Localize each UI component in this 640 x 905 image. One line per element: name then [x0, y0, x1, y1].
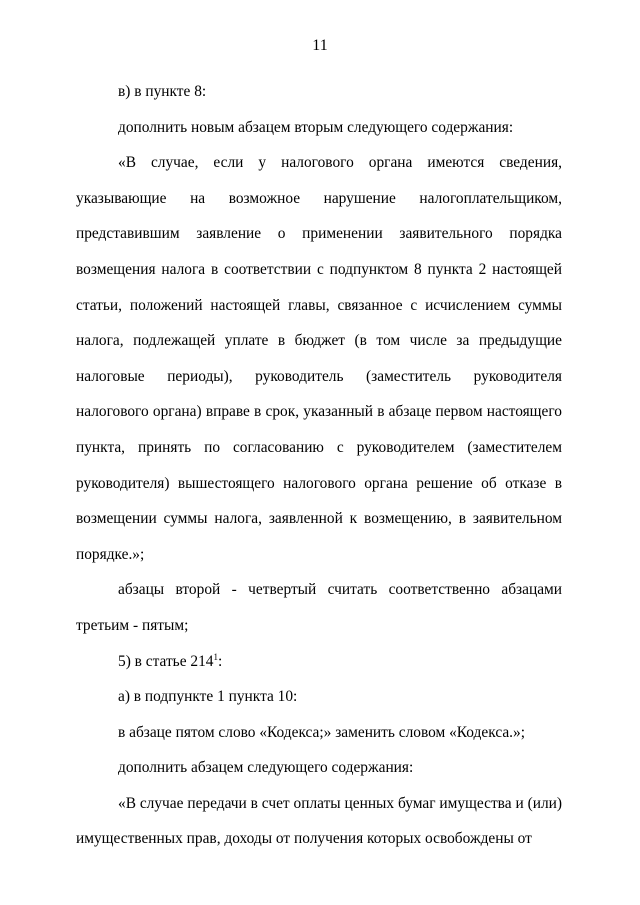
article-label: 5) в статье 214 — [118, 652, 214, 670]
paragraph-add-indent: дополнить абзацем следующего содержания: — [118, 759, 414, 777]
paragraph-renumber-indents: абзацы второй - четвертый считать соответственно абзацами третьим - пятым; — [76, 581, 562, 634]
paragraph-article-214-1 — [76, 644, 562, 680]
article-superscript: 1 — [213, 651, 218, 662]
paragraph-quoted-refusal-rule: «В случае, если у налогового органа имеются сведения, указывающие на возможное нарушение налогоплательщиком, представившим заявление о применении заявительного порядка возмещения налога в соответствии с подпунктом 8 пункта 2 настоящей статьи, положений настоящей главы, связанное с исчислением суммы налога, подлежащей уплате в бюджет (в том числе за предыдущие налоговые периоды), руководитель (заместитель руководителя налогового органа) вправе в срок, указанный в абзаце первом настоящего пункта, принять по согласованию с руководителем (заместителем руководителя) вышестоящего налогового органа решение об отказе в возмещении суммы налога, заявленной к возмещению, в заявительном порядке.»; — [76, 154, 562, 563]
paragraph-item-v-clause-8: в) в пункте 8: — [118, 83, 207, 100]
paragraph-quoted-securities-transfer: «В случае передачи в счет оплаты ценных бумаг имущества и (или) имущественных прав, доходы от получения которых освобождены от — [76, 794, 562, 848]
page-number: 11 — [312, 37, 328, 54]
article-suffix: : — [217, 652, 223, 670]
document-body — [76, 74, 562, 857]
paragraph-add-new-second-indent: дополнить новым абзацем вторым следующего содержания: — [118, 118, 514, 136]
paragraph-replace-word-kodeksa: в абзаце пятом слово «Кодекса;» заменить словом «Кодекса.»; — [118, 723, 525, 741]
paragraph-subclause-1-item-10: а) в подпункте 1 пункта 10: — [118, 688, 298, 706]
